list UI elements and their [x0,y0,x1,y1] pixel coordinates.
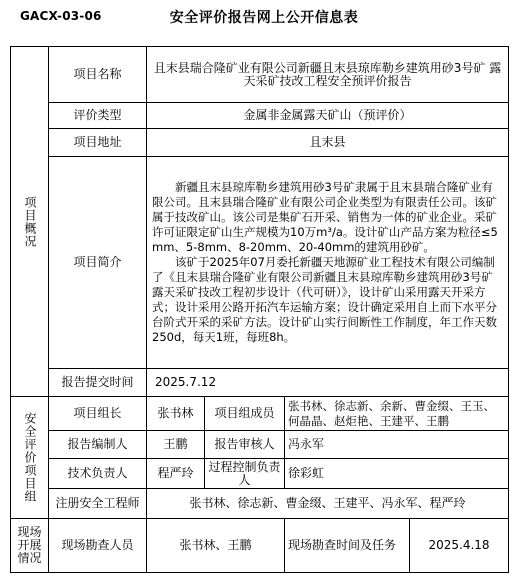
process-control-value: 徐彩虹 [285,459,509,489]
intro-paragraph-2: 该矿于2025年07月委托新疆天地源矿业工程技术有限公司编制了《且末县瑞合隆矿业有限公司新疆且末县琼库勒乡建筑用砂3号矿露天采矿技改工程初步设计（代可研）》，设计矿山采用露天开采方式；设计采用公路开拓汽车运输方案；设计确定采用自上而下水平分台阶式开采的采矿方法。设计矿山实行间断性工作制度，年工作天数250d，每天1班，每班8h。 [152,255,497,344]
registered-engineers-value: 张书林、徐志新、曹金缀、王建平、冯永军、程严玲 [147,489,509,519]
submit-time-value: 2025.7.12 [147,369,509,397]
members-value: 张书林、徐志新、余新、曹金缀、王玉、何晶晶、赵炬艳、王建平、王鹏 [285,397,509,431]
tech-lead-label: 技术负责人 [49,459,147,489]
survey-time-value: 2025.4.18 [410,519,509,573]
writer-value: 王鹏 [147,431,205,459]
submit-time-label: 报告提交时间 [49,369,147,397]
surveyors-value: 张书林、王鹏 [147,519,285,573]
writer-label: 报告编制人 [49,431,147,459]
tech-lead-value: 程严玲 [147,459,205,489]
intro-paragraph-1: 新疆且末县琼库勒乡建筑用砂3号矿隶属于且末县瑞合隆矿业有限公司。且末县瑞合隆矿业有限公司企业类型为有限责任公司。该矿属于技改矿山。该公司是集矿石开采、销售为一体的矿业企业。采矿许可证限定矿山生产规模为10万m³/a。设计矿山产品方案为粒径≤5mm、5-8mm、8-20mm、20-40mm的建筑用砂矿。 [152,180,498,254]
site-section-label: 现场开展情况 [11,519,49,573]
row-site-survey [11,519,509,573]
registered-engineer-label: 注册安全工程师 [49,489,147,519]
project-name-value: 且末县瑞合隆矿业有限公司新疆且末县琼库勒乡建筑用砂3号矿 露天采矿技改工程安全预评价报告 [147,47,509,103]
row-submit-time [11,369,509,397]
reviewer-label: 报告审核人 [205,431,285,459]
document-code: GACX-03-06 [20,9,102,23]
row-registered-engineers [11,489,509,519]
address-label: 项目地址 [49,129,147,157]
row-project-name [11,47,509,103]
team-section-label: 安全评价项目组 [11,397,49,519]
row-writer [11,431,509,459]
eval-type-value: 金属非金属露天矿山（预评价） [147,103,509,129]
row-intro [11,157,509,369]
overview-section-label: 项目概况 [11,47,49,397]
row-address [11,129,509,157]
surveyors-label: 现场勘查人员 [49,519,147,573]
row-eval-type [11,103,509,129]
row-tech-lead [11,459,509,489]
leader-value: 张书林 [147,397,205,431]
intro-value [147,157,509,369]
eval-type-label: 评价类型 [49,103,147,129]
survey-time-label: 现场勘查时间及任务 [285,519,410,573]
reviewer-value: 冯永军 [285,431,509,459]
row-leader [11,397,509,431]
intro-label: 项目简介 [49,157,147,369]
document-title: 安全评价报告网上公开信息表 [169,10,359,26]
address-value: 且末县 [147,129,509,157]
process-control-label: 过程控制负责人 [205,459,285,489]
project-name-label: 项目名称 [49,47,147,103]
members-label: 项目组成员 [205,397,285,431]
info-table [10,46,509,573]
leader-label: 项目组长 [49,397,147,431]
